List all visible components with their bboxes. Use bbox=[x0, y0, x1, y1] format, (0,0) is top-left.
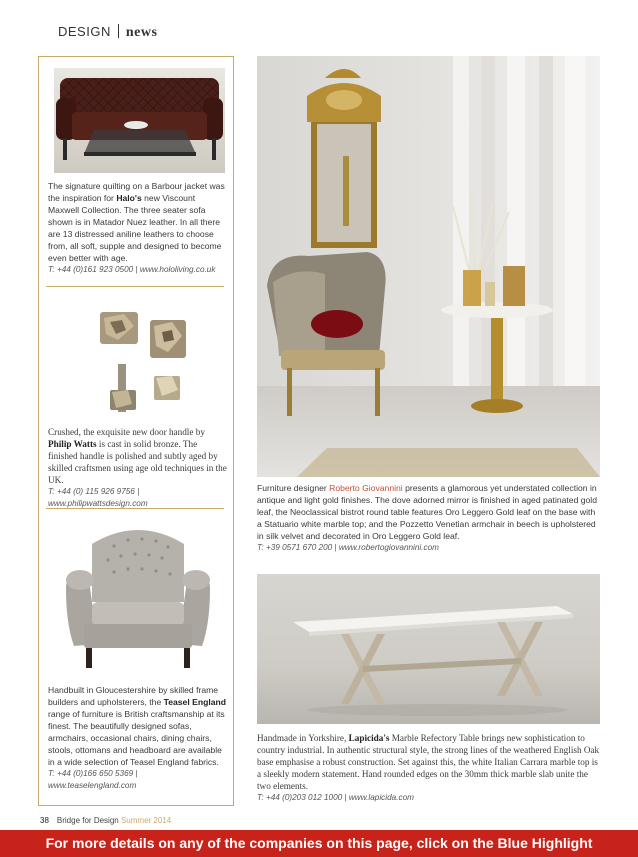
subsection-label: news bbox=[125, 25, 158, 40]
section-label: DESIGN bbox=[58, 24, 111, 39]
halo-contact[interactable]: T: +44 (0)161 923 0500 | www.hololiving.co.uk bbox=[48, 265, 216, 274]
teasel-contact[interactable]: T: +44 (0)166 650 5369 | www.teaselengland.com bbox=[48, 769, 138, 790]
halo-sofa-photo bbox=[54, 68, 225, 173]
header-divider bbox=[118, 24, 119, 38]
giovannini-caption-body: presents a glamorous yet understated collection in antique and light gold finishes. The dove adorned mirror is finished in aged patinated gold leaf, the Neoclassical bistrot round table features Oro Leggero Gold leaf on the base with a Statuario white marble top; and the Pozzetto Venetian armchair in beech is upholstered in silk velvet and decorated in Oro Leggero Gold leaf. bbox=[257, 483, 597, 541]
page-footer bbox=[40, 816, 171, 825]
cta-banner[interactable]: For more details on any of the companies on this page, click on the Blue Highlight bbox=[0, 830, 638, 857]
giovannini-contact[interactable]: T: +39 0571 670 200 | www.robertogiovannini.com bbox=[257, 543, 439, 552]
giovannini-caption bbox=[257, 482, 600, 554]
section-header bbox=[58, 24, 157, 41]
teasel-caption bbox=[48, 684, 228, 792]
lapicida-table-photo bbox=[257, 574, 600, 724]
lapicida-caption bbox=[257, 732, 600, 804]
teasel-caption-body: range of furniture is British craftsmanship at its finest. The beautifully designed sofas, armchairs, occasional chairs, dining chairs, stools, ottomans and headboard are available in a wide selection of Teasel England fabrics. bbox=[48, 709, 225, 767]
teasel-caption-intro: Handbuilt in Gloucestershire by skilled frame builders and upholsterers, the bbox=[48, 685, 219, 707]
giovannini-caption-intro: Furniture designer bbox=[257, 483, 330, 493]
magazine-name: Bridge for Design bbox=[56, 816, 119, 825]
halo-caption-body: new Viscount Maxwell Collection. The three seater sofa shown is in Matador Nuez leather. In all there are 13 distressed aniline leathers to choose from, all soft, supple and designed to become even better with age. bbox=[48, 193, 222, 263]
door-handle-photo bbox=[74, 292, 204, 422]
divider-rule bbox=[46, 508, 224, 509]
halo-caption bbox=[48, 180, 228, 276]
divider-rule bbox=[46, 286, 224, 287]
lapicida-caption-intro: Handmade in Yorkshire, bbox=[257, 733, 349, 743]
philip-caption-intro: Crushed, the exquisite new door handle by bbox=[48, 427, 205, 437]
halo-brand-link[interactable]: Halo's bbox=[116, 193, 142, 203]
page-number: 38 bbox=[40, 816, 49, 825]
teasel-armchair-photo bbox=[58, 514, 218, 677]
giovannini-interior-photo bbox=[257, 56, 600, 477]
philip-caption bbox=[48, 426, 228, 510]
lapicida-contact[interactable]: T: +44 (0)203 012 1000 | www.lapicida.com bbox=[257, 793, 414, 802]
teasel-brand-link[interactable]: Teasel England bbox=[163, 697, 227, 707]
lapicida-caption-body: Marble Refectory Table brings new sophistication to country industrial. In authentic structural style, the strong lines of the weathered English Oak base emphasise a robust construction. Set against this, the white Italian Carrara marble top is a sleekly modern statement. Hand rounded edges on the 30mm thick marble slab unite the two elements. bbox=[257, 733, 600, 791]
halo-caption-intro: The signature quilting on a Barbour jacket was the inspiration for bbox=[48, 181, 225, 203]
philip-contact[interactable]: T: +44 (0) 115 926 9756 | www.philipwattsdesign.com bbox=[48, 487, 148, 508]
giovannini-brand-link[interactable]: Roberto Giovannini bbox=[329, 483, 403, 493]
philip-brand-link[interactable]: Philip Watts bbox=[48, 439, 97, 449]
issue-label: Summer 2014 bbox=[120, 816, 172, 825]
philip-caption-body: is cast in solid bronze. The finished handle is polished and subtly aged by skilled craftsmen using age old techniques in the UK. bbox=[48, 439, 227, 485]
lapicida-brand-link[interactable]: Lapicida's bbox=[348, 733, 390, 743]
